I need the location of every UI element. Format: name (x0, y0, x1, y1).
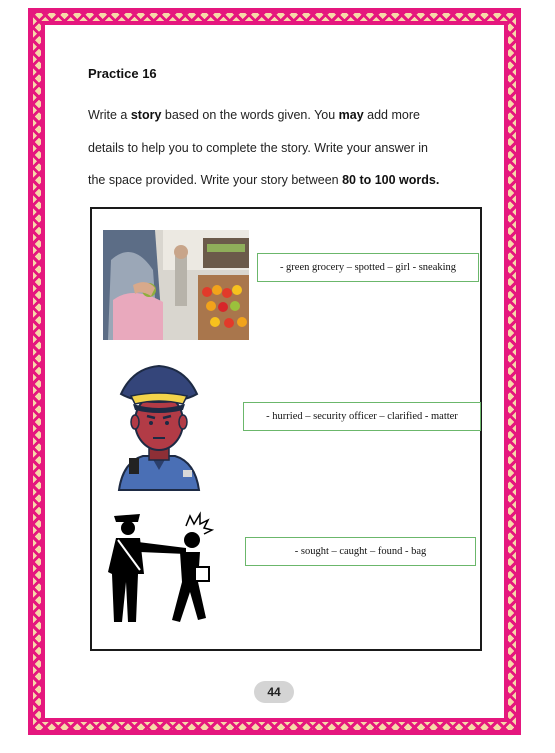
instruction-line-3 (88, 173, 468, 187)
word-prompt-box-3: - sought – caught – found - bag (245, 537, 476, 566)
instruction-text: Write a (88, 108, 131, 122)
instruction-text: add more (363, 108, 420, 122)
arrest-icon (104, 510, 216, 625)
grocery-photo (103, 230, 249, 340)
instruction-bold: may (338, 108, 364, 122)
instruction-line-1 (88, 108, 468, 122)
word-count-requirement: 80 to 100 words. (342, 173, 440, 187)
instruction-text: based on the words given. You (161, 108, 339, 122)
practice-title: Practice 16 (88, 66, 157, 81)
word-prompt-box-2: - hurried – security officer – clarified - matter (243, 402, 481, 431)
page-number: 44 (254, 681, 294, 703)
word-prompt-box-1: - green grocery – spotted – girl - sneaking (257, 253, 479, 282)
instruction-text: the space provided. Write your story between (88, 173, 343, 187)
security-officer-icon (113, 362, 205, 494)
instruction-bold: story (130, 108, 162, 122)
instruction-line-2: details to help you to complete the story. Write your answer in (88, 141, 428, 155)
